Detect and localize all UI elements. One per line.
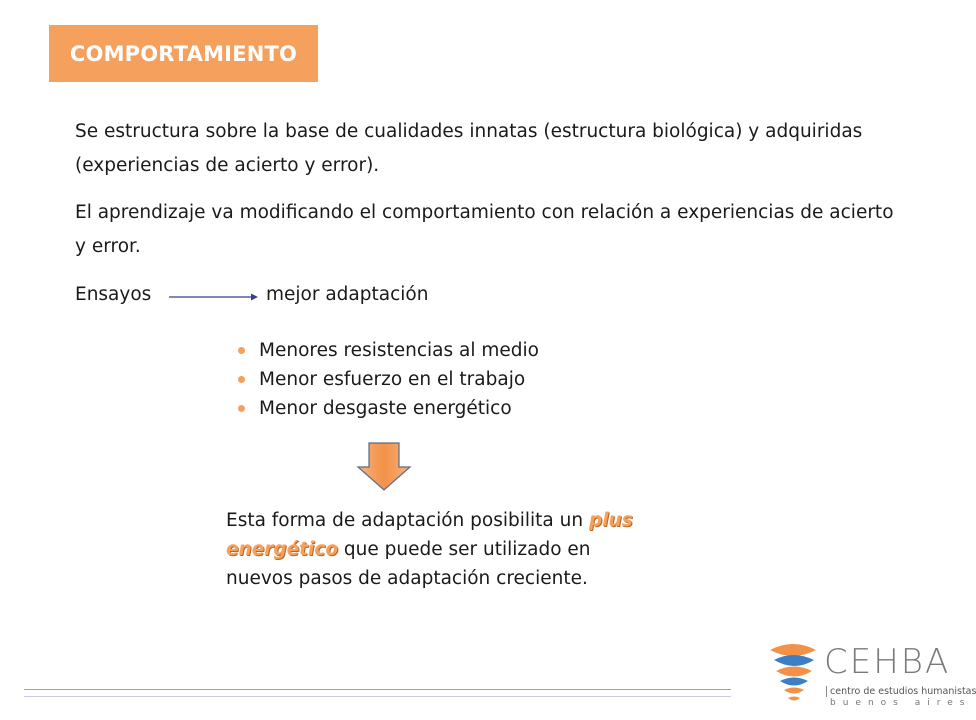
- list-item: Menor esfuerzo en el trabajo: [238, 365, 539, 394]
- mejor-adaptacion-label: mejor adaptación: [266, 284, 429, 305]
- benefits-list: [238, 336, 539, 423]
- bullet-dot-icon: [238, 376, 245, 383]
- conclusion-text: Esta forma de adaptación posibilita un plus energético que puede ser utilizado en nuevos pasos de adaptación creciente.: [226, 510, 633, 589]
- logo-letters: CEHBA: [824, 642, 951, 682]
- slide-title: COMPORTAMIENTO: [49, 25, 318, 82]
- bullet-dot-icon: [238, 405, 245, 412]
- logo-subtitle: centro de estudios humanistas: [826, 686, 976, 697]
- plus-energetico-highlight: plus energético: [226, 510, 633, 560]
- footer-divider-secondary: [24, 696, 731, 697]
- logo-city: buenos aires: [830, 698, 972, 708]
- cehba-logo: [764, 640, 976, 710]
- footer-divider: [24, 689, 731, 690]
- spiral-logo-icon: [764, 640, 822, 710]
- bullet-dot-icon: [238, 347, 245, 354]
- list-item: Menor desgaste energético: [238, 394, 539, 423]
- down-arrow-icon: [356, 442, 412, 492]
- paragraph-structure: Se estructura sobre la base de cualidades innatas (estructura biológica) y adquiridas (experiencias de acierto y error).: [75, 121, 863, 176]
- paragraph-learning: El aprendizaje va modificando el comportamiento con relación a experiencias de acierto y error.: [75, 202, 894, 257]
- ensayos-label: Ensayos: [75, 284, 152, 305]
- right-arrow-icon: [169, 292, 259, 302]
- list-item: Menores resistencias al medio: [238, 336, 539, 365]
